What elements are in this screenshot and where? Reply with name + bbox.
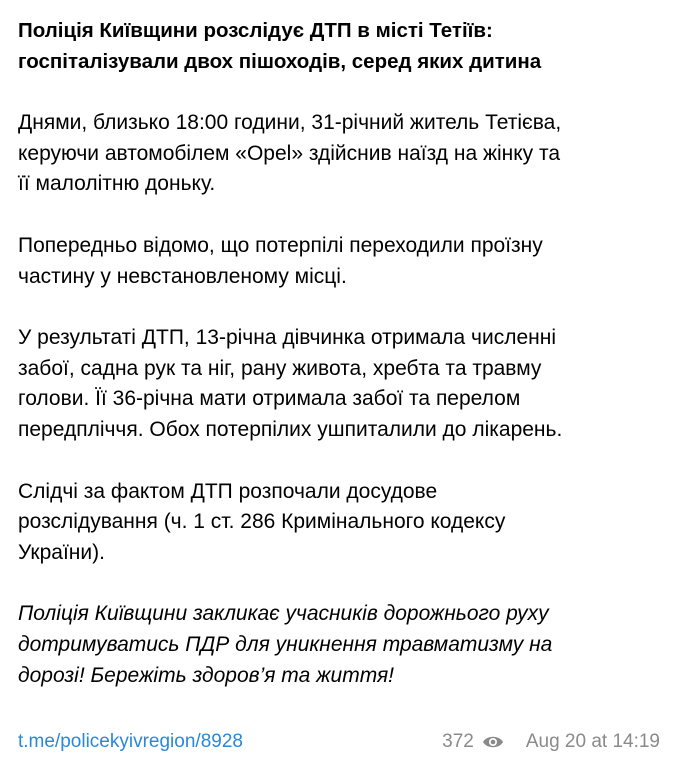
text-line: України).	[18, 540, 105, 564]
eye-icon	[482, 735, 504, 749]
text-line: керуючи автомобілем «Opel» здійснив наїзд на жінку та	[18, 141, 561, 165]
text-line: Днями, близько 18:00 години, 31-річний житель Тетієва,	[18, 111, 562, 135]
telegram-post	[18, 16, 668, 691]
paragraph	[18, 477, 668, 569]
text-line: У результаті ДТП, 13-річна дівчинка отримала численні	[18, 326, 556, 350]
text-line: частину у невстановленому місці.	[18, 264, 347, 288]
text-line: розслідування (ч. 1 ст. 286 Кримінального кодексу	[18, 510, 506, 534]
view-count: 372	[442, 731, 474, 752]
text-line: голови. Її 36-річна мати отримала забої та перелом	[18, 387, 521, 411]
title-line: Поліція Київщини розслідує ДТП в місті Тетіїв:	[18, 19, 493, 42]
paragraph	[18, 231, 668, 292]
text-line: забої, садна рук та ніг, рану живота, хребта та травму	[18, 356, 542, 380]
post-date: Aug 20 at 14:19	[525, 731, 660, 752]
paragraph	[18, 108, 668, 200]
text-line: її малолітню доньку.	[18, 172, 216, 196]
post-footer	[18, 727, 660, 757]
text-line: Слідчі за фактом ДТП розпочали досудове	[18, 479, 438, 503]
text-line: Поліція Київщини закликає учасників дорожнього руху	[18, 602, 549, 626]
post-meta	[442, 731, 660, 753]
text-line: дорозі! Бережіть здоров’я та життя!	[18, 663, 395, 687]
post-title	[18, 16, 668, 77]
text-line: дотримуватись ПДР для уникнення травматизму на	[18, 632, 553, 656]
closing-paragraph	[18, 599, 668, 691]
post-link[interactable]: t.me/policekyivregion/8928	[18, 731, 243, 752]
title-line: госпіталізували двох пішоходів, серед яких дитина	[18, 49, 542, 73]
paragraph	[18, 323, 668, 445]
text-line: передпліччя. Обох потерпілих ушпиталили до лікарень.	[18, 417, 563, 441]
text-line: Попередньо відомо, що потерпілі переходили проїзну	[18, 233, 543, 257]
